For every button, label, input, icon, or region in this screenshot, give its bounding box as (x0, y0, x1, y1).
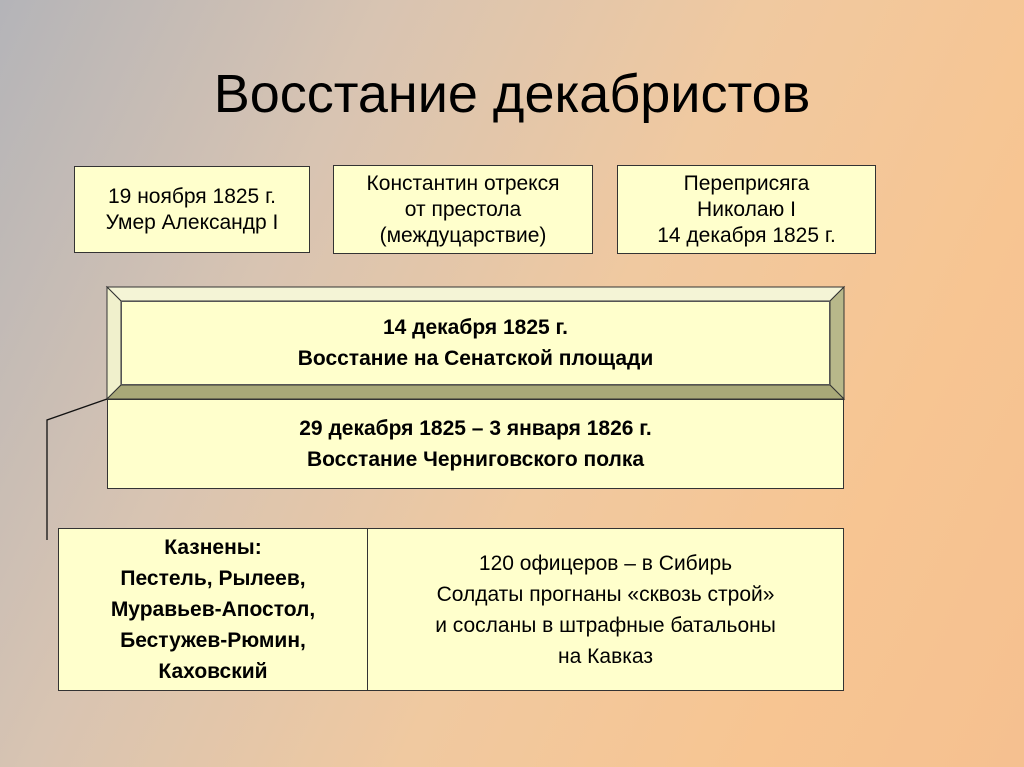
event-box-line: (междуцарствие) (379, 223, 547, 247)
chernigov-title: Восстание Черниговского полка (306, 448, 645, 471)
executed-heading: Казнены: (164, 536, 262, 559)
event-box-line: Николаю I (697, 197, 796, 221)
exiled-line: на Кавказ (558, 644, 653, 668)
senate-date: 14 декабря 1825 г. (382, 316, 569, 339)
event-box-line: Константин отрекся (366, 171, 560, 195)
executed-names: Бестужев-Рюмин, (120, 629, 306, 652)
executed-names: Каховский (158, 660, 268, 683)
event-box-line: Переприсяга (683, 171, 810, 195)
consequences-table (58, 528, 844, 691)
event-box-line: Умер Александр I (105, 210, 279, 234)
chernigov-dates: 29 декабря 1825 – 3 января 1826 г. (299, 417, 652, 440)
exiled-cell (368, 529, 843, 690)
senate-square-uprising (121, 301, 830, 385)
event-box-line: 14 декабря 1825 г. (657, 223, 836, 247)
event-box-nicholas-oath (617, 165, 876, 254)
executed-names: Пестель, Рылеев, (120, 567, 306, 590)
chernigov-uprising (107, 399, 844, 489)
event-box-alexander-death (74, 166, 310, 253)
event-box-line: от престола (404, 197, 522, 221)
event-box-constantine (333, 165, 593, 254)
exiled-line: 120 офицеров – в Сибирь (478, 551, 733, 575)
event-box-line: 19 ноября 1825 г. (108, 184, 276, 208)
executed-names: Муравьев-Апостол, (110, 598, 316, 621)
executed-cell (59, 529, 368, 690)
exiled-line: Солдаты прогнаны «сквозь строй» (436, 582, 775, 606)
senate-title: Восстание на Сенатской площади (297, 347, 654, 370)
page-title: Восстание декабристов (213, 64, 811, 124)
exiled-line: и сосланы в штрафные батальоны (435, 613, 776, 637)
